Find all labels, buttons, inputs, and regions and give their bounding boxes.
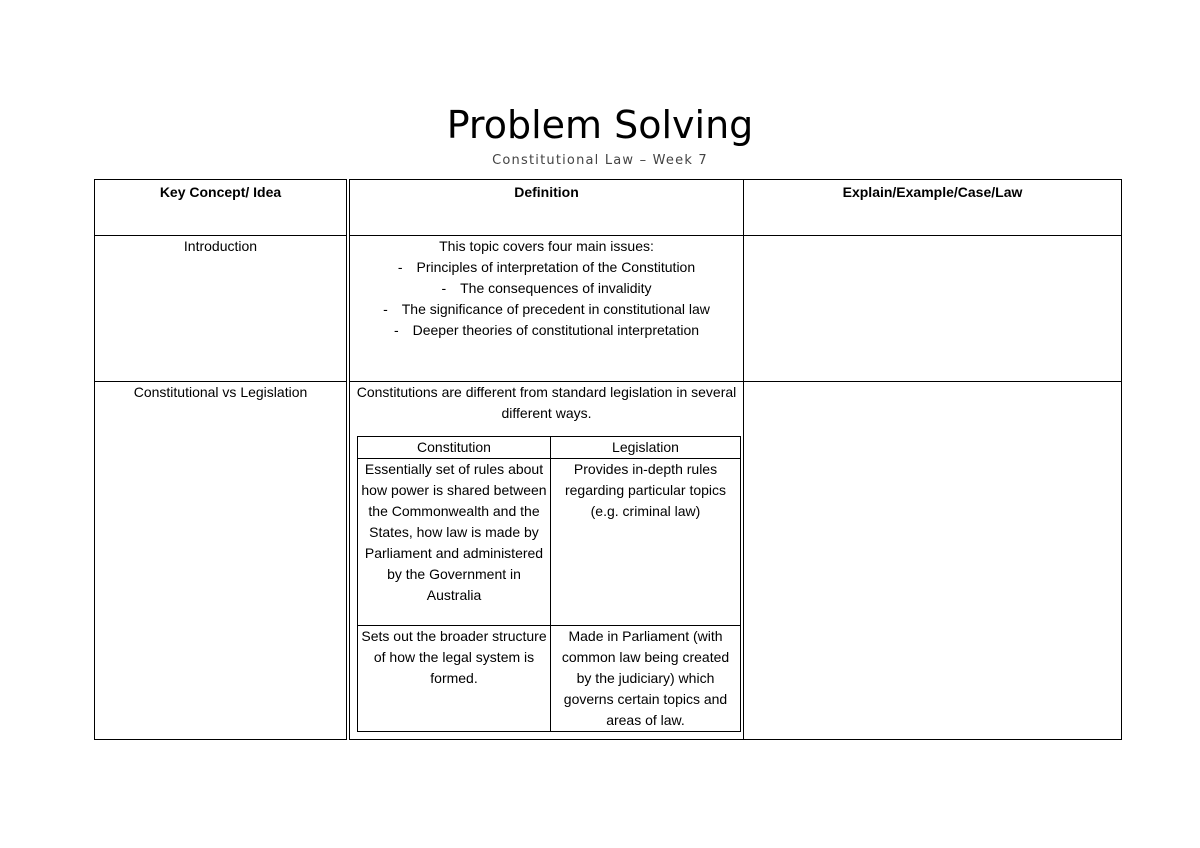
table-row bbox=[95, 236, 1122, 382]
page-title: Problem Solving bbox=[446, 103, 754, 147]
comparison-header-row bbox=[358, 437, 741, 459]
list-item: - Deeper theories of constitutional interpretation bbox=[393, 322, 700, 338]
header-definition: Definition bbox=[348, 180, 744, 236]
header-key-concept: Key Concept/ Idea bbox=[95, 180, 349, 236]
table-header-row bbox=[95, 180, 1122, 236]
comparison-header-legislation: Legislation bbox=[551, 437, 741, 459]
concept-table bbox=[94, 179, 1122, 740]
header-explain: Explain/Example/Case/Law bbox=[744, 180, 1122, 236]
list-item: - Principles of interpretation of the Constitution bbox=[397, 259, 696, 275]
issues-list bbox=[350, 257, 743, 341]
explain-cell bbox=[744, 382, 1122, 740]
list-item: - The consequences of invalidity bbox=[441, 280, 652, 296]
table-row bbox=[95, 382, 1122, 740]
list-item: - The significance of precedent in constitutional law bbox=[383, 301, 710, 317]
definition-cell bbox=[348, 236, 744, 382]
concept-cell: Introduction bbox=[95, 236, 349, 382]
comparison-cell: Made in Parliament (with common law being created by the judiciary) which governs certain topics and areas of law. bbox=[551, 626, 741, 732]
explain-cell bbox=[744, 236, 1122, 382]
comparison-row bbox=[358, 459, 741, 626]
concept-cell: Constitutional vs Legislation bbox=[95, 382, 349, 740]
definition-lead: This topic covers four main issues: bbox=[439, 238, 654, 254]
page-subtitle: Constitutional Law – Week 7 bbox=[492, 153, 708, 168]
comparison-table bbox=[357, 436, 741, 732]
comparison-cell: Provides in-depth rules regarding particular topics (e.g. criminal law) bbox=[551, 459, 741, 626]
definition-cell bbox=[348, 382, 744, 740]
comparison-cell: Sets out the broader structure of how the legal system is formed. bbox=[358, 626, 551, 732]
comparison-row bbox=[358, 626, 741, 732]
comparison-header-constitution: Constitution bbox=[358, 437, 551, 459]
definition-lead: Constitutions are different from standard legislation in several different ways. bbox=[356, 384, 737, 421]
comparison-cell: Essentially set of rules about how power is shared between the Commonwealth and the States, how law is made by Parliament and administered by the Government in Australia bbox=[358, 459, 551, 626]
